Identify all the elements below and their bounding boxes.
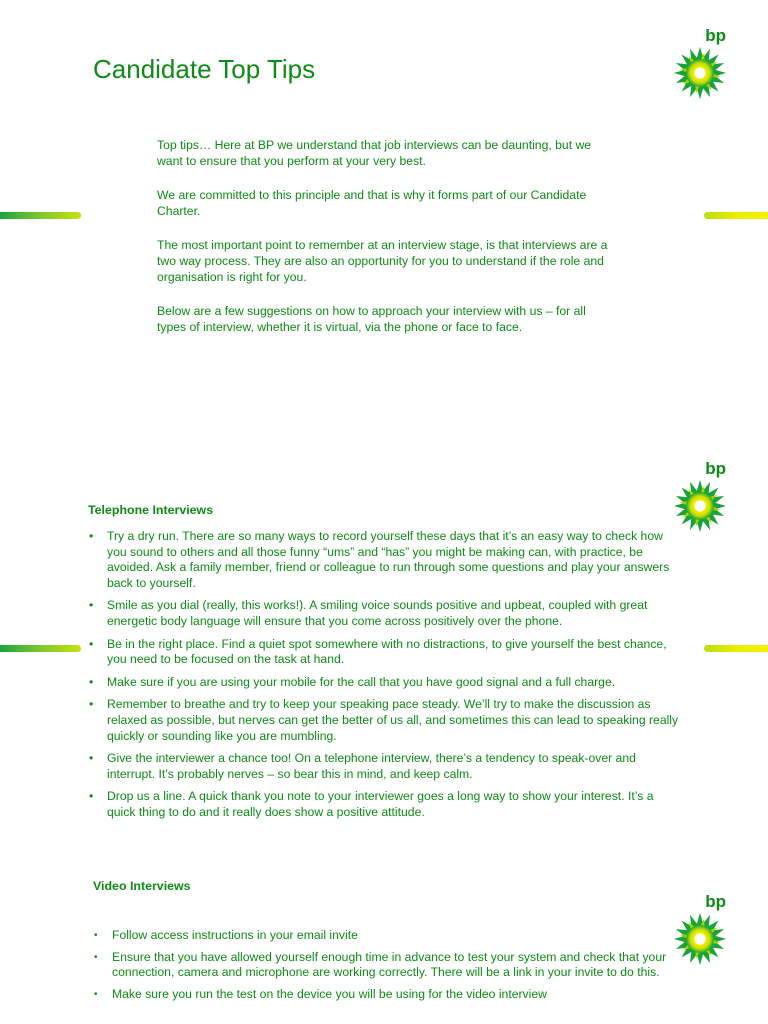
bp-logo-text: bp [705,459,726,478]
list-item: • Smile as you dial (really, this works!). A smiling voice sounds positive and upbeat, coupled with great energetic body language will ensure that you come across positively over the phone. [87,598,685,629]
decorative-bar-right [704,212,768,219]
bp-logo [672,460,732,539]
list-item: • Try a dry run. There are so many ways to record yourself these days that it’s an easy way to check how you sound to others and all those funny “ums” and “has” you might be making can, with practice, be avoided. Ask a family member, friend or colleague to run through some questions and play your answers back to yourself. [87,529,685,591]
intro-paragraph: Top tips… Here at BP we understand that job interviews can be daunting, but we want to ensure that you perform at your very best. [157,138,592,169]
video-tips-list [92,928,690,1008]
list-item: • Give the interviewer a chance too! On a telephone interview, there’s a tendency to speak-over and interrupt. It’s probably nerves – so bear this in mind, and keep calm. [87,751,685,782]
intro-paragraph: We are committed to this principle and that is why it forms part of our Candidate Charter. [157,187,587,219]
helios-icon [672,478,728,534]
bp-logo-text: bp [705,892,726,911]
list-item: • Follow access instructions in your email invite [92,928,690,944]
bp-logo-text: bp [705,26,726,45]
telephone-tips-list [87,529,685,828]
decorative-bar-left [0,645,81,652]
bp-logo [672,27,732,106]
list-item: • Make sure if you are using your mobile for the call that you have good signal and a full charge. [87,675,685,691]
decorative-bar-left [0,212,81,219]
page-title: Candidate Top Tips [93,54,316,84]
decorative-bar-right [704,645,768,652]
intro-text [157,137,617,353]
list-item: • Make sure you run the test on the device you will be using for the video interview [92,987,690,1003]
list-item: • Ensure that you have allowed yourself enough time in advance to test your system and check that your connection, camera and microphone are working correctly. There will be a link in your invite to do this. [92,950,690,981]
list-item: • Remember to breathe and try to keep your speaking pace steady. We’ll try to make the discussion as relaxed as possible, but nerves can get the better of us all, and sometimes this can lead to speaking really quickly or sounding like you are mumbling. [87,697,685,744]
intro-paragraph: Below are a few suggestions on how to approach your interview with us – for all types of interview, whether it is virtual, via the phone or face to face. [157,303,586,335]
intro-paragraph: The most important point to remember at an interview stage, is that interviews are a two way process. They are also an opportunity for you to understand if the role and organisation is right for you. [157,237,608,285]
helios-icon [672,45,728,101]
list-item: • Drop us a line. A quick thank you note to your interviewer goes a long way to show your interest. It’s a quick thing to do and it really does show a positive attitude. [87,789,685,820]
telephone-heading: Telephone Interviews [88,503,214,517]
video-heading: Video Interviews [93,879,191,893]
list-item: • Be in the right place. Find a quiet spot somewhere with no distractions, to give yourself the best chance, you need to be focused on the task at hand. [87,637,685,668]
